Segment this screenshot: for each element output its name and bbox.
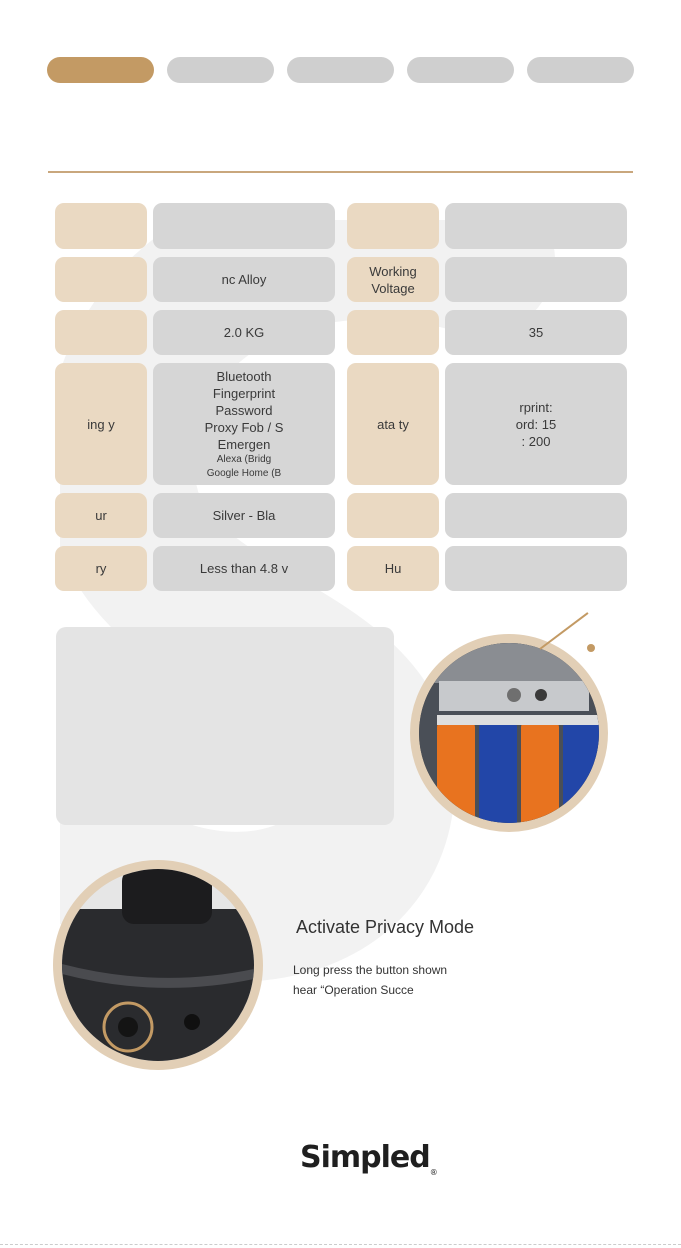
step-5 (527, 57, 634, 83)
spec-label (55, 203, 147, 249)
info-panel (56, 627, 394, 825)
spec-value (445, 493, 627, 538)
spec-row (55, 363, 627, 485)
spec-table (55, 203, 627, 599)
spec-row (55, 203, 627, 249)
step-2 (167, 57, 274, 83)
callout-line (539, 612, 588, 650)
spec-row (55, 310, 627, 355)
spec-value-unlock-methods: Bluetooth Fingerprint Password Proxy Fob / S Emergen Alexa (Bridg Google Home (B (153, 363, 335, 485)
spec-value-capacity: rprint: ord: 15 : 200 (445, 363, 627, 485)
spec-label-battery: ry (55, 546, 147, 591)
spec-label-working-voltage: Working Voltage (347, 257, 439, 302)
spec-label (347, 203, 439, 249)
battery-illustration (419, 643, 599, 823)
spec-value-colour: Silver - Bla (153, 493, 335, 538)
step-3 (287, 57, 394, 83)
spec-value (445, 546, 627, 591)
progress-steps (47, 57, 634, 83)
spec-label (347, 310, 439, 355)
lock-bottom-illustration (62, 869, 254, 1061)
spec-value (445, 257, 627, 302)
privacy-button-photo (53, 860, 263, 1070)
spec-label-humidity: Hu (347, 546, 439, 591)
page-bottom-edge (0, 1244, 681, 1246)
body-line: hear “Operation Succe (293, 983, 414, 997)
step-1 (47, 57, 154, 83)
section-divider (48, 171, 633, 173)
section-body (293, 960, 513, 1000)
spec-value-low-battery: Less than 4.8 v (153, 546, 335, 591)
spec-label-unlocking: ing y (55, 363, 147, 485)
spec-label-colour: ur (55, 493, 147, 538)
body-line: Long press the button shown (293, 963, 448, 977)
spec-label-data-capacity: ata ty (347, 363, 439, 485)
step-4 (407, 57, 514, 83)
spec-value: nc Alloy (153, 257, 335, 302)
battery-photo (410, 634, 608, 832)
spec-row (55, 493, 627, 538)
section-title: Activate Privacy Mode (296, 917, 475, 937)
spec-value-weight: 2.0 KG (153, 310, 335, 355)
spec-value (153, 203, 335, 249)
spec-value (445, 203, 627, 249)
spec-label (55, 310, 147, 355)
spec-label (347, 493, 439, 538)
spec-row (55, 257, 627, 302)
spec-row (55, 546, 627, 591)
brand-logo: Simpled® (300, 1140, 437, 1177)
spec-label (55, 257, 147, 302)
callout-dot (587, 644, 595, 652)
spec-value: 35 (445, 310, 627, 355)
